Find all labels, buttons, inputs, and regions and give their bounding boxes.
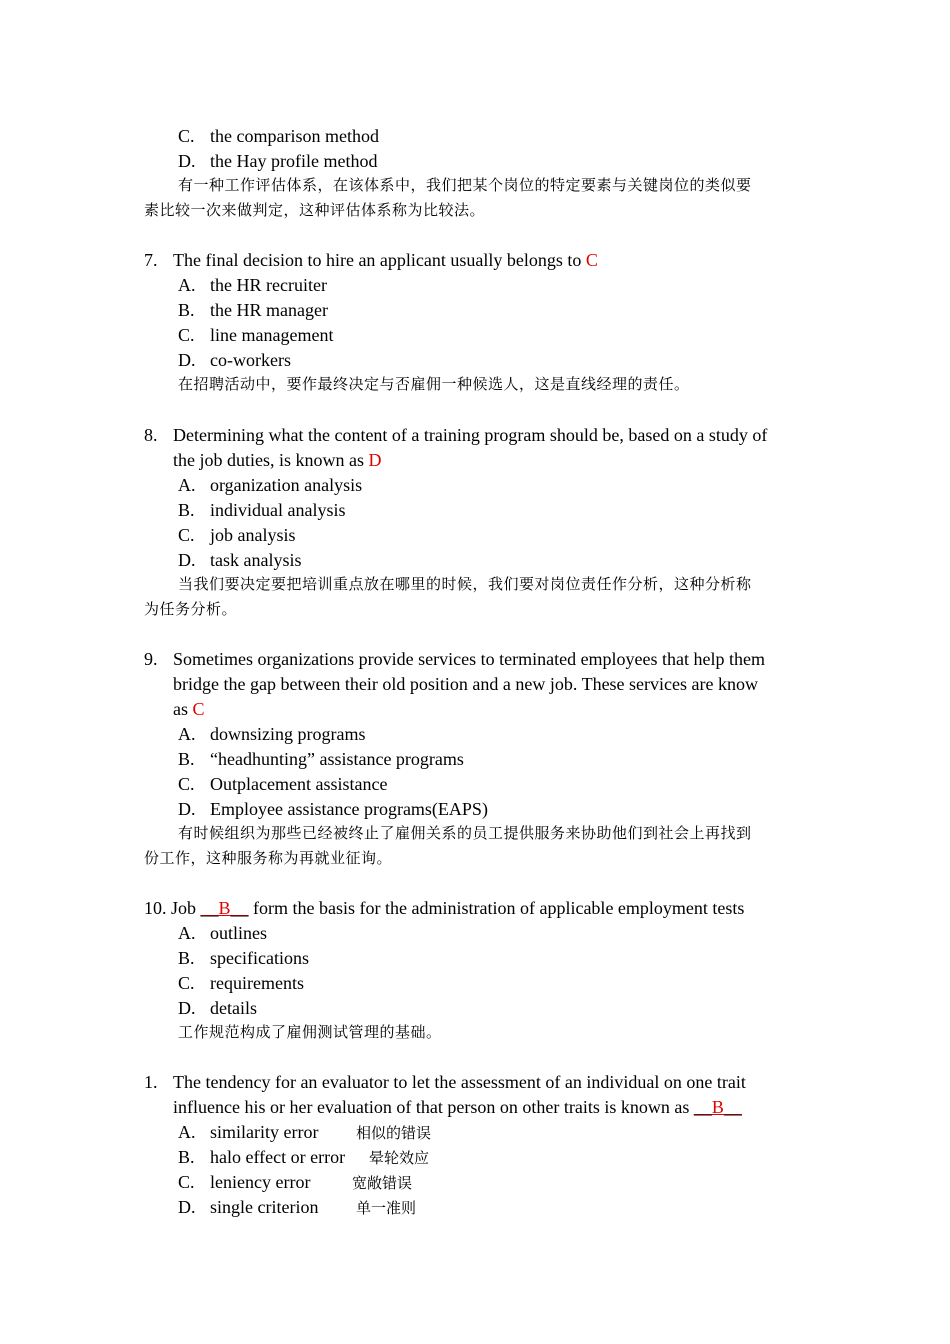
option-text: Employee assistance programs(EAPS)	[210, 799, 488, 819]
option-letter: D.	[178, 350, 196, 370]
explanation-note-line: 素比较一次来做判定，这种评估体系称为比较法。	[144, 201, 486, 219]
option-text: task analysis	[210, 550, 302, 570]
option-letter: B.	[178, 948, 195, 968]
explanation-note: 工作规范构成了雇佣测试管理的基础。	[178, 1023, 442, 1041]
option-text: single criterion	[210, 1197, 319, 1217]
option-text: halo effect or error	[210, 1147, 346, 1167]
question-text: The final decision to hire an applicant usually belongs to	[173, 250, 582, 270]
explanation-note: 在招聘活动中，要作最终决定与否雇佣一种候选人，这是直线经理的责任。	[178, 375, 690, 393]
option-letter: B.	[178, 749, 195, 769]
explanation-note-line: 有时候组织为那些已经被终止了雇佣关系的员工提供服务来协助他们到社会上再找到	[178, 824, 752, 842]
question-number: 8.	[144, 425, 158, 445]
option-letter: C.	[178, 325, 195, 345]
option-text: similarity error	[210, 1122, 319, 1142]
blank-underline: __	[693, 1097, 712, 1117]
option-letter: D.	[178, 998, 196, 1018]
question-text: Determining what the content of a training program should be, based on a study of	[173, 425, 768, 445]
blank-underline: __	[230, 898, 249, 918]
answer-blank	[201, 898, 249, 918]
option-text: job analysis	[210, 525, 296, 545]
question-8-stem-line	[173, 448, 382, 473]
answer-mark: D	[368, 450, 382, 470]
option-text: Outplacement assistance	[210, 774, 388, 794]
question-text: as	[173, 699, 188, 719]
option-text: the comparison method	[210, 126, 379, 146]
question-1-stem-line	[173, 1095, 742, 1120]
option-text: organization analysis	[210, 475, 363, 495]
option-text: downsizing programs	[210, 724, 366, 744]
option-text: line management	[210, 325, 334, 345]
option-letter: C.	[178, 1172, 195, 1192]
option-letter: A.	[178, 275, 196, 295]
option-letter: A.	[178, 1122, 196, 1142]
option-letter: C.	[178, 973, 195, 993]
blank-underline: __	[200, 898, 219, 918]
option-text: individual analysis	[210, 500, 346, 520]
question-number: 7.	[144, 250, 158, 270]
answer-mark: B	[218, 898, 231, 918]
question-9-stem-line	[144, 647, 765, 672]
option-letter: B.	[178, 1147, 195, 1167]
question-text: influence his or her evaluation of that person on other traits is known as	[173, 1097, 690, 1117]
option-text: the Hay profile method	[210, 151, 378, 171]
option-gloss: 单一准则	[356, 1199, 417, 1217]
option-letter: A.	[178, 923, 196, 943]
question-text: The tendency for an evaluator to let the assessment of an individual on one trait	[173, 1072, 746, 1092]
option-text: details	[210, 998, 257, 1018]
question-text: bridge the gap between their old position and a new job. These services are know	[173, 674, 758, 694]
option-gloss: 晕轮效应	[369, 1149, 430, 1167]
option-text: co-workers	[210, 350, 291, 370]
explanation-note-line: 为任务分析。	[144, 600, 238, 618]
blank-underline: __	[723, 1097, 742, 1117]
option-text: “headhunting” assistance programs	[210, 749, 464, 769]
option-text: requirements	[210, 973, 304, 993]
explanation-note-line: 当我们要决定要把培训重点放在哪里的时候，我们要对岗位责任作分析，这种分析称	[178, 575, 752, 593]
question-text: form the basis for the administration of applicable employment tests	[253, 898, 745, 918]
option-text: the HR manager	[210, 300, 328, 320]
question-9-stem-line	[173, 697, 205, 722]
option-text: outlines	[210, 923, 267, 943]
option-letter: B.	[178, 300, 195, 320]
option-letter: C.	[178, 126, 195, 146]
option-text: the HR recruiter	[210, 275, 327, 295]
option-gloss: 相似的错误	[356, 1124, 432, 1142]
answer-mark: B	[711, 1097, 724, 1117]
explanation-note-line: 份工作，这种服务称为再就业征询。	[144, 849, 393, 867]
option-letter: D.	[178, 1197, 196, 1217]
option-letter: D.	[178, 550, 196, 570]
question-number: 10.	[144, 898, 167, 918]
question-9-stem-line	[173, 672, 758, 697]
option-text: specifications	[210, 948, 309, 968]
answer-mark: C	[192, 699, 205, 719]
option-letter: D.	[178, 799, 196, 819]
option-letter: B.	[178, 500, 195, 520]
option-letter: A.	[178, 724, 196, 744]
option-text: leniency error	[210, 1172, 311, 1192]
option-letter: C.	[178, 525, 195, 545]
answer-blank	[694, 1097, 742, 1117]
explanation-note-line: 有一种工作评估体系，在该体系中，我们把某个岗位的特定要素与关键岗位的类似要	[178, 176, 752, 194]
question-text: Job	[171, 898, 197, 918]
question-8-stem-line	[144, 423, 767, 448]
option-gloss: 宽敞错误	[352, 1174, 413, 1192]
option-letter: C.	[178, 774, 195, 794]
question-number: 1.	[144, 1072, 158, 1092]
option-letter: D.	[178, 151, 196, 171]
question-7-stem	[144, 248, 598, 273]
option-letter: A.	[178, 475, 196, 495]
question-text: the job duties, is known as	[173, 450, 364, 470]
answer-mark: C	[585, 250, 598, 270]
question-10-stem	[144, 896, 744, 921]
question-1-stem-line	[144, 1070, 746, 1095]
question-number: 9.	[144, 649, 158, 669]
question-text: Sometimes organizations provide services to terminated employees that help them	[173, 649, 766, 669]
